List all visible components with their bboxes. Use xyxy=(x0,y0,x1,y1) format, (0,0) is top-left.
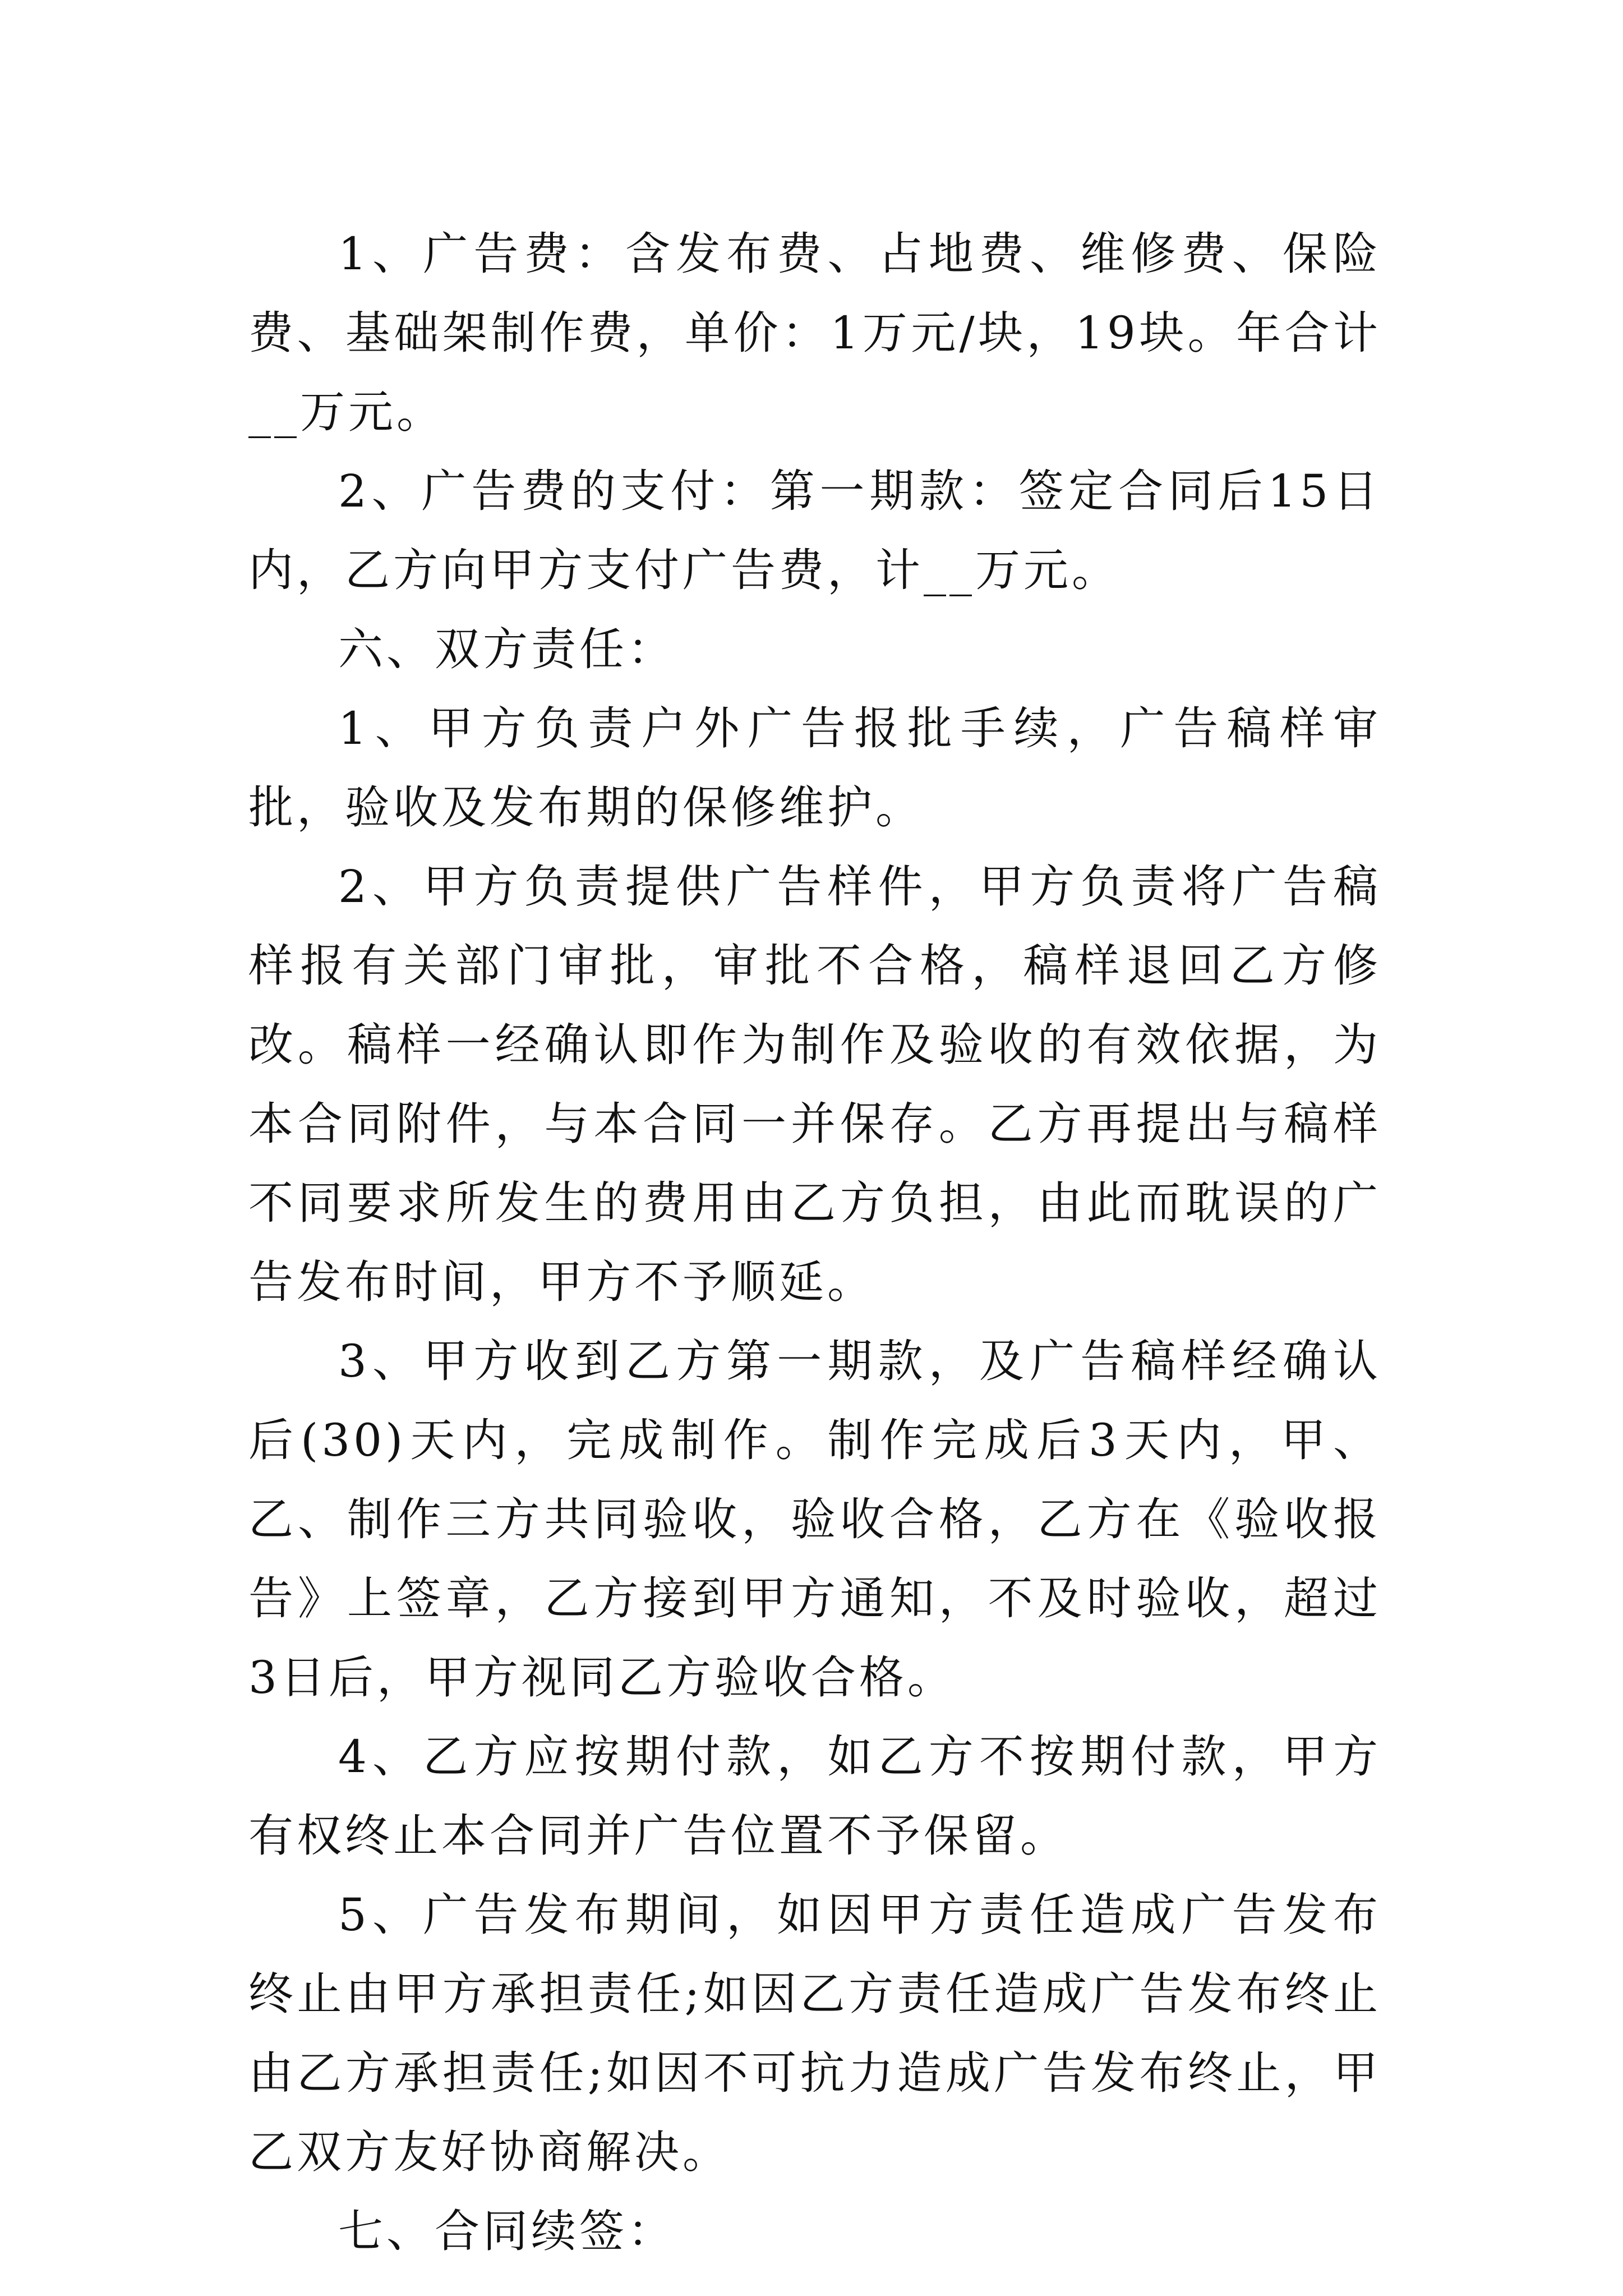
paragraph-responsibility-5: 5、广告发布期间，如因甲方责任造成广告发布终止由甲方承担责任;如因乙方责任造成广告发布终止由乙方承担责任;如因不可抗力造成广告发布终止，甲乙双方友好协商解决。 xyxy=(248,1889,1381,2178)
paragraph-responsibility-1: 1、甲方负责户外广告报批手续，广告稿样审批，验收及发布期的保修维护。 xyxy=(248,702,1381,834)
paragraph-responsibility-2: 2、甲方负责提供广告样件，甲方负责将广告稿样报有关部门审批，审批不合格，稿样退回乙方修改。稿样一经确认即作为制作及验收的有效依据，为本合同附件，与本合同一并保存。乙方再提出与稿样不同要求所发生的费用由乙方负担，由此而耽误的广告发布时间，甲方不予顺延。 xyxy=(248,861,1381,1308)
paragraph-ad-fee: 1、广告费：含发布费、占地费、维修费、保险费、基础架制作费，单价：1万元/块，19块。年合计__万元。 xyxy=(248,228,1381,438)
section-heading-responsibilities: 六、双方责任： xyxy=(338,623,676,675)
paragraph-ad-fee-payment: 2、广告费的支付：第一期款：签定合同后15日内，乙方向甲方支付广告费，计__万元。 xyxy=(248,465,1381,596)
paragraph-responsibility-3: 3、甲方收到乙方第一期款，及广告稿样经确认后(30)天内，完成制作。制作完成后3天内，甲、乙、制作三方共同验收，验收合格，乙方在《验收报告》上签章，乙方接到甲方通知，不及时验收，超过3日后，甲方视同乙方验收合格。 xyxy=(248,1335,1381,1704)
section-heading-renewal: 七、合同续签： xyxy=(338,2205,676,2257)
document-body xyxy=(248,214,1381,2271)
paragraph-responsibility-4: 4、乙方应按期付款，如乙方不按期付款，甲方有权终止本合同并广告位置不予保留。 xyxy=(248,1731,1381,1862)
